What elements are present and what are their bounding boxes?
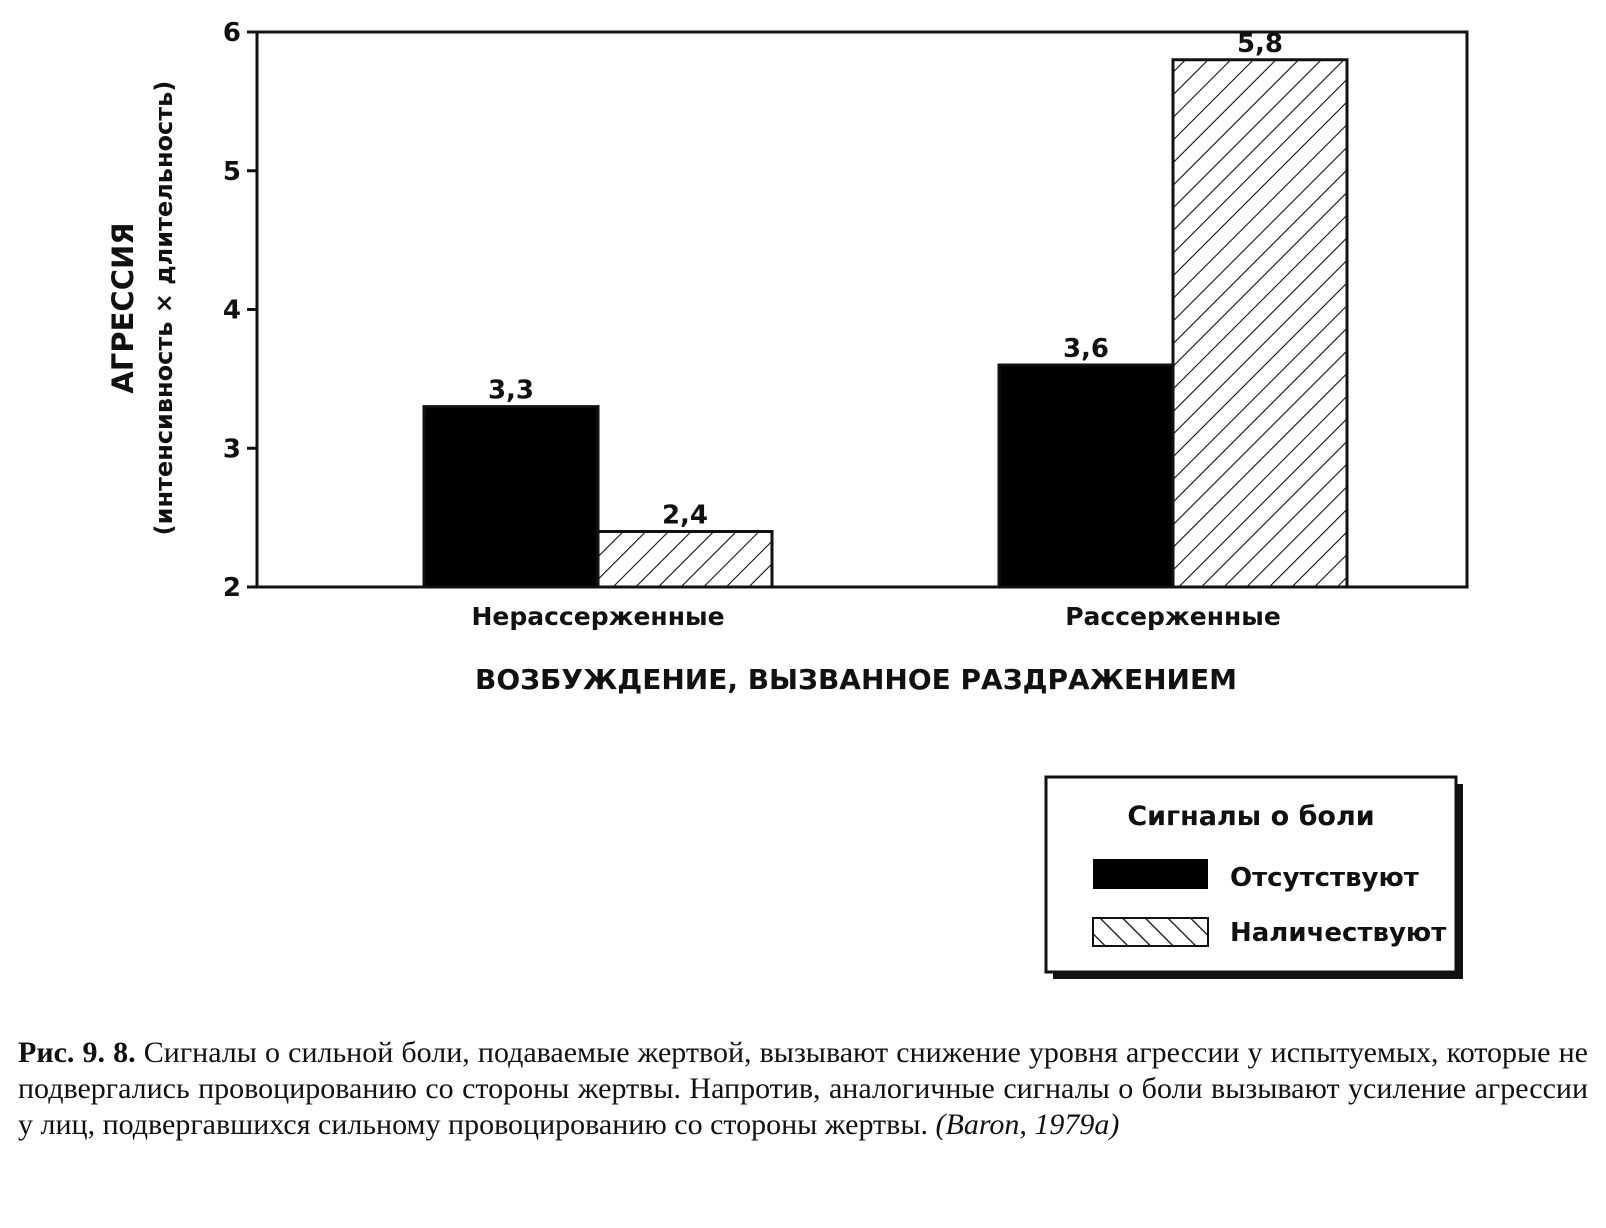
legend-swatch-solid (1093, 859, 1208, 889)
legend-title: Сигналы о боли (1127, 801, 1375, 832)
x-axis-label: ВОЗБУЖДЕНИЕ, ВЫЗВАННОЕ РАЗДРАЖЕНИЕМ (475, 663, 1237, 696)
bar-hatched-0 (598, 532, 772, 588)
category-label-1: Рассерженные (1065, 602, 1281, 631)
caption-text: Сигналы о сильной боли, подаваемые жертвой, вызывают снижение уровня агрессии у испытуемых, которые не подвергались провоцированию со стороны жертвы. Напротив, аналогичные сигналы о боли вызывают усиление агрессии у лиц, подвергавшихся сильному провоцированию со стороны жертвы. (18, 1036, 1588, 1141)
legend-label-1: Наличествуют (1230, 918, 1447, 948)
legend-swatch-hatched (1093, 918, 1208, 946)
bar-hatched-1 (1173, 60, 1347, 587)
bars (424, 60, 1347, 587)
figure-caption (18, 1035, 1588, 1143)
legend (1046, 777, 1463, 979)
data-label-0-1: 2,4 (661, 500, 709, 531)
y-axis-sublabel: (интенсивность × длительность) (150, 80, 178, 536)
bar-solid-0 (424, 407, 598, 587)
bar-solid-1 (999, 365, 1173, 587)
caption-lead: Рис. 9. 8. (18, 1036, 136, 1069)
y-tick-label-3: 5 (222, 156, 241, 187)
category-label-0: Нерассерженные (471, 602, 725, 631)
y-axis-label: АГРЕССИЯ (106, 222, 140, 394)
data-label-1-0: 3,6 (1062, 334, 1110, 364)
data-label-0-0: 3,3 (487, 375, 535, 406)
caption-citation: (Baron, 1979a) (935, 1108, 1120, 1141)
y-axis-title (106, 81, 178, 536)
y-tick-label-0: 2 (222, 573, 241, 603)
y-tick-label-4: 6 (222, 18, 241, 48)
data-label-1-1: 5,8 (1236, 28, 1284, 59)
y-tick-label-2: 4 (222, 295, 241, 326)
y-tick-label-1: 3 (222, 434, 241, 465)
y-ticks (223, 18, 257, 603)
legend-label-0: Отсутствуют (1230, 863, 1419, 893)
